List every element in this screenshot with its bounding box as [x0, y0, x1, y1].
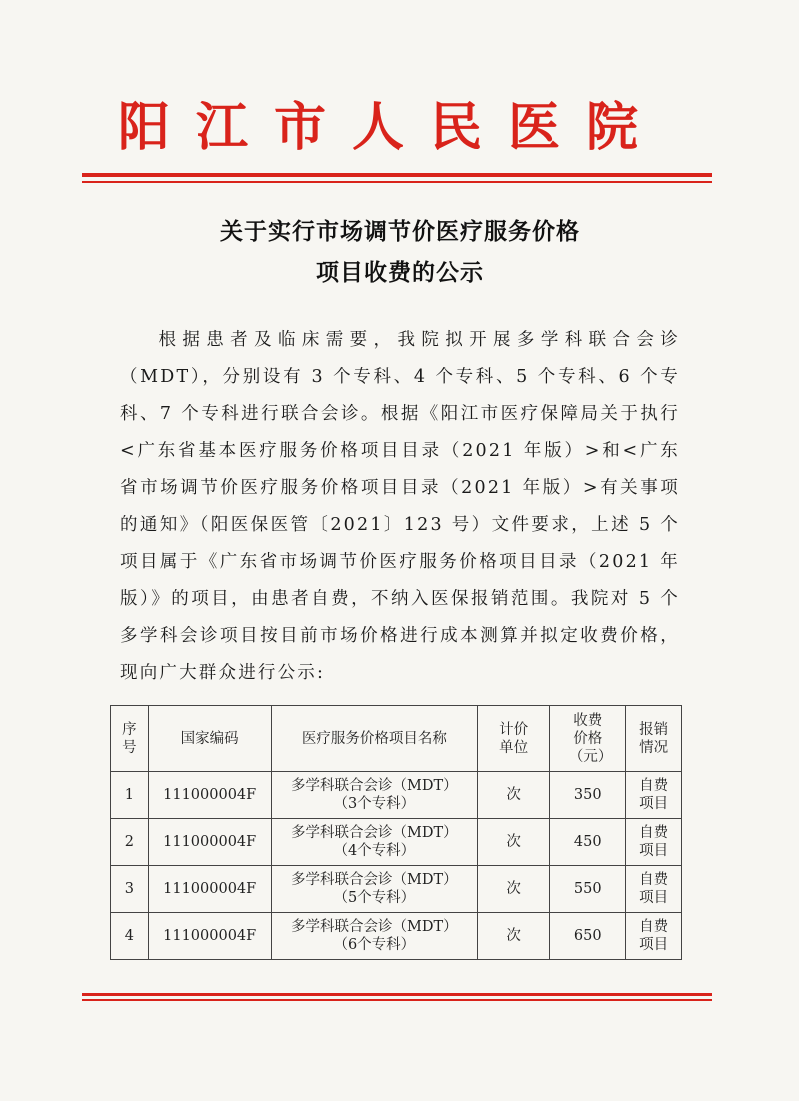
table-header-row — [111, 706, 682, 772]
header-remark: 报销情况 — [626, 706, 682, 772]
header-name: 医疗服务价格项目名称 — [271, 706, 477, 772]
cell-code: 111000004F — [148, 866, 271, 913]
notice-title-line1: 关于实行市场调节价医疗服务价格 — [220, 218, 580, 245]
cell-remark: 自费项目 — [626, 866, 682, 913]
cell-seq: 1 — [111, 772, 149, 819]
cell-unit: 次 — [478, 866, 550, 913]
cell-remark: 自费项目 — [626, 913, 682, 960]
header-price: 收费价格（元） — [550, 706, 626, 772]
cell-price: 450 — [550, 819, 626, 866]
cell-unit: 次 — [478, 772, 550, 819]
cell-code: 111000004F — [148, 772, 271, 819]
header-unit: 计价单位 — [478, 706, 550, 772]
header-rule-thin — [82, 181, 712, 183]
cell-name: 多学科联合会诊（MDT） （3个专科） — [271, 772, 477, 819]
cell-remark: 自费项目 — [626, 772, 682, 819]
cell-name: 多学科联合会诊（MDT） （4个专科） — [271, 819, 477, 866]
body-paragraph: 根据患者及临床需要，我院拟开展多学科联合会诊（MDT），分别设有 3 个专科、4 个专科、5 个专科、6 个专科、7 个专科进行联合会诊。根据《阳江市医疗保障局关于执行<广东省基本医疗服务价格项目目录（2021 年版）>和<广东省市场调节价医疗服务价格项目目录（2021 年版）>有关事项的通知》（阳医保医管〔2021〕123 号）文件要求，上述 5 个项目属于《广东省市场调节价医疗服务价格项目目录（2021 年版）》的项目，由患者自费，不纳入医保报销范围。我院对 5 个多学科会诊项目按目前市场价格进行成本测算并拟定收费价格，现向广大群众进行公示: — [120, 330, 680, 683]
header-code: 国家编码 — [148, 706, 271, 772]
cell-seq: 4 — [111, 913, 149, 960]
table-row — [111, 913, 682, 960]
cell-unit: 次 — [478, 913, 550, 960]
cell-unit: 次 — [478, 819, 550, 866]
cell-seq: 2 — [111, 819, 149, 866]
table-row — [111, 866, 682, 913]
cell-price: 550 — [550, 866, 626, 913]
cell-name: 多学科联合会诊（MDT） （6个专科） — [271, 913, 477, 960]
cell-price: 350 — [550, 772, 626, 819]
notice-title-line2: 项目收费的公示 — [316, 259, 484, 286]
cell-name: 多学科联合会诊（MDT） （5个专科） — [271, 866, 477, 913]
cell-code: 111000004F — [148, 913, 271, 960]
fee-table — [110, 705, 682, 960]
cell-code: 111000004F — [148, 819, 271, 866]
footer-rule-thin — [82, 999, 712, 1001]
notice-body — [120, 322, 680, 692]
header-seq: 序号 — [111, 706, 149, 772]
table-row — [111, 772, 682, 819]
cell-seq: 3 — [111, 866, 149, 913]
cell-price: 650 — [550, 913, 626, 960]
footer-rule-thick — [82, 993, 712, 996]
table-row — [111, 819, 682, 866]
hospital-name-header: 阳江市人民医院 — [118, 97, 665, 158]
cell-remark: 自费项目 — [626, 819, 682, 866]
header-rule-thick — [82, 173, 712, 177]
